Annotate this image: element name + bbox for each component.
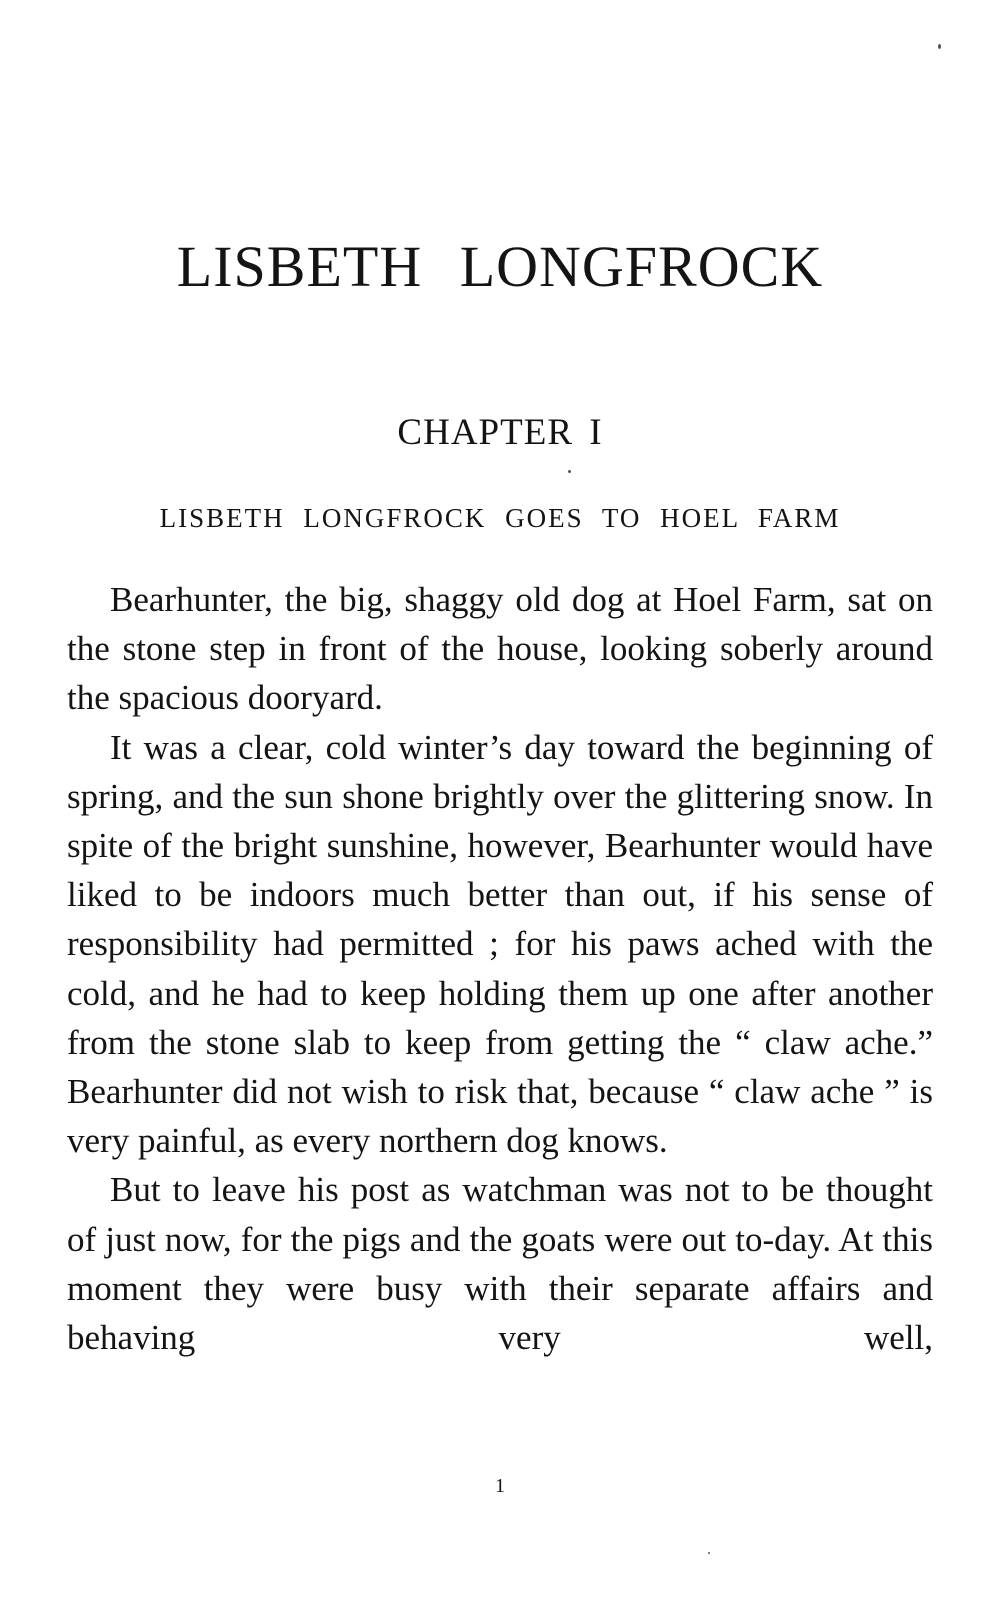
print-speck	[568, 470, 571, 473]
chapter-heading: CHAPTER I	[397, 412, 603, 453]
print-speck	[708, 1552, 710, 1554]
page-number: 1	[495, 1475, 505, 1497]
body-text	[67, 575, 933, 1362]
paragraph-2: It was a clear, cold winter’s day toward the beginning of spring, and the sun shone brightly over the glittering snow. In spite of the bright sunshine, however, Bearhunter would have liked to be indoors much better than out, if his sense of responsibility had permitted ; for his paws ached with the cold, and he had to keep holding them up one after another from the stone slab to keep from getting the “ claw ache.” Bearhunter did not wish to risk that, because “ claw ache ” is very painful, as every northern dog knows.	[67, 727, 933, 1161]
book-title: LISBETH LONGFROCK	[176, 234, 824, 299]
print-speck	[938, 44, 941, 49]
chapter-subtitle: LISBETH LONGFROCK GOES TO HOEL FARM	[159, 503, 841, 533]
paragraph-1: Bearhunter, the big, shaggy old dog at Hoel Farm, sat on the stone step in front of the house, looking soberly around the spacious dooryard.	[67, 580, 933, 718]
paragraph-3: But to leave his post as watchman was not to be thought of just now, for the pigs and the goats were out to-day. At this moment they were busy with their separate affairs and behaving very well,	[67, 1170, 933, 1358]
